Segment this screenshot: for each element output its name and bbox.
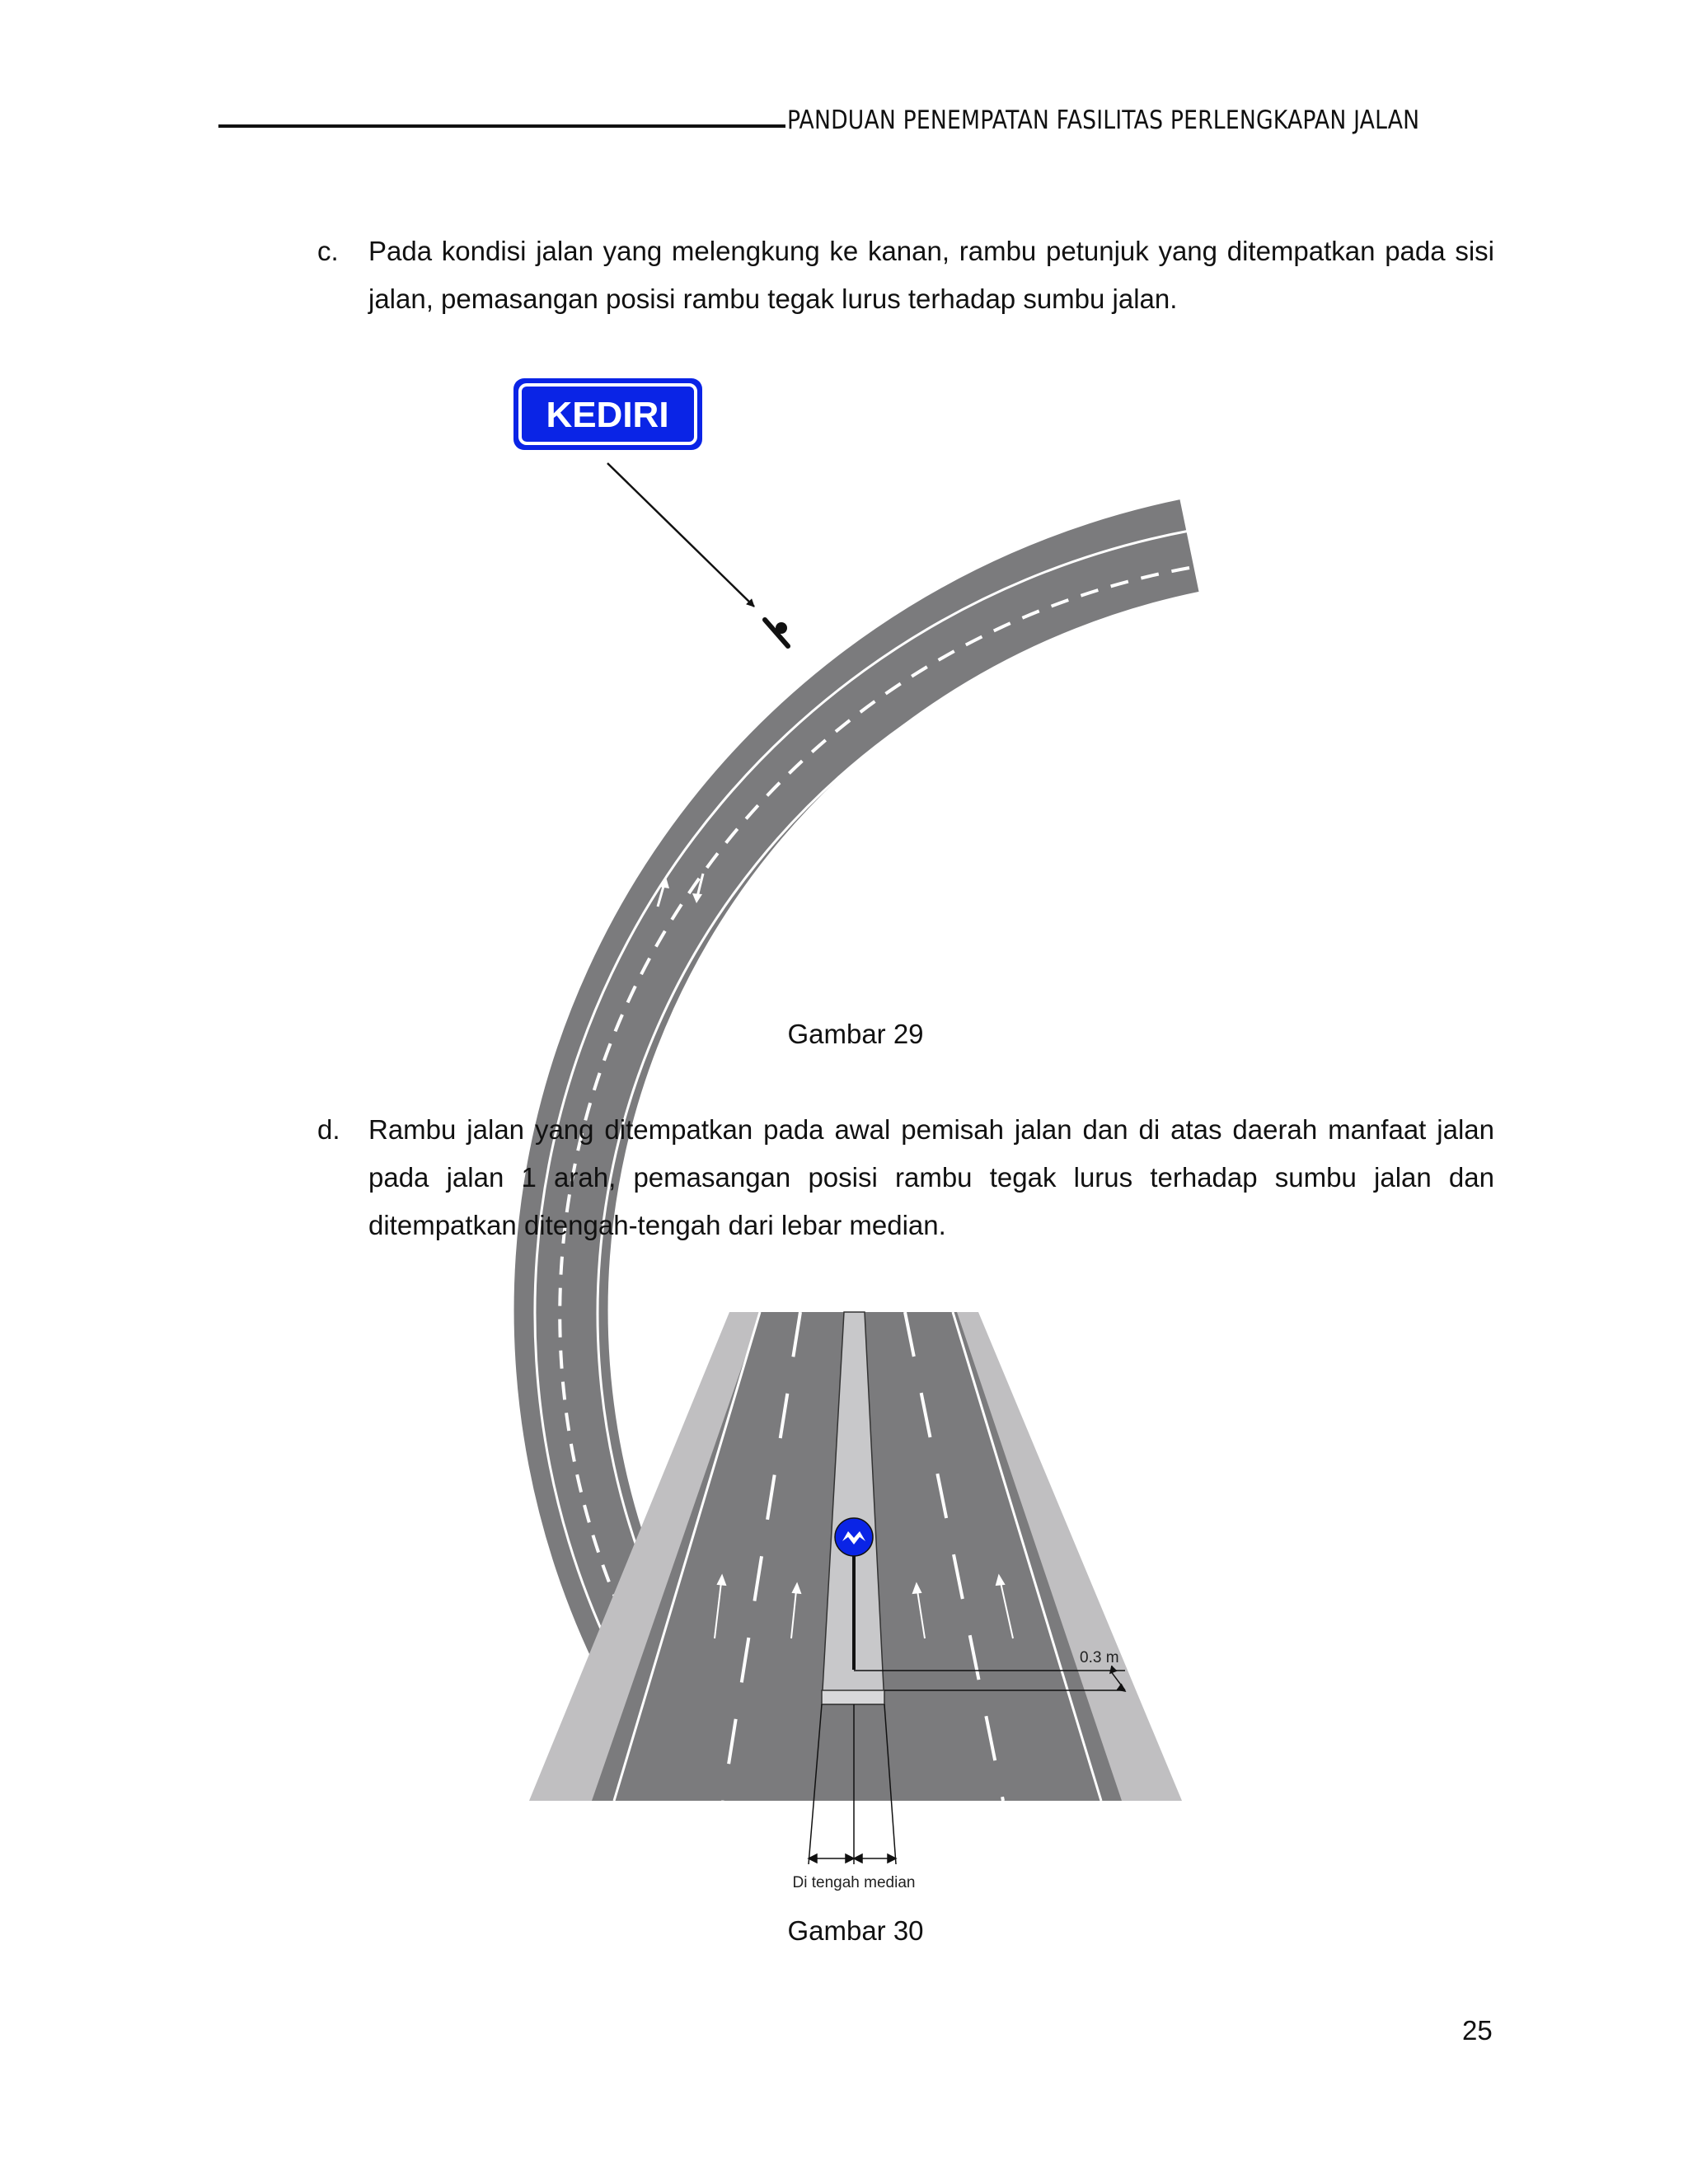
median-label: Di tengah median xyxy=(792,1874,916,1891)
sign-text: KEDIRI xyxy=(546,395,669,435)
keep-sides-sign xyxy=(835,1518,873,1556)
paragraph-text: Rambu jalan yang ditempatkan pada awal pemisah jalan dan di atas daerah manfaat jalan pada jalan 1 arah, pemasangan posisi rambu tegak lurus terhadap sumbu jalan dan ditempatkan ditengah-tengah dari lebar median. xyxy=(368,1114,1494,1240)
list-marker: d. xyxy=(317,1114,340,1145)
running-header: PANDUAN PENEMPATAN FASILITAS PERLENGKAPAN JALAN xyxy=(787,105,1420,135)
page-number: 25 xyxy=(1462,2015,1493,2046)
median-nose xyxy=(822,1690,884,1704)
offset-label: 0.3 m xyxy=(1080,1649,1119,1666)
list-marker: c. xyxy=(317,236,339,266)
paragraph-text: Pada kondisi jalan yang melengkung ke kanan, rambu petunjuk yang ditempatkan pada sisi jalan, pemasangan posisi rambu tegak lurus terhadap sumbu jalan. xyxy=(368,236,1494,314)
figure-caption: Gambar 29 xyxy=(787,1019,924,1049)
figure-caption: Gambar 30 xyxy=(787,1915,924,1946)
